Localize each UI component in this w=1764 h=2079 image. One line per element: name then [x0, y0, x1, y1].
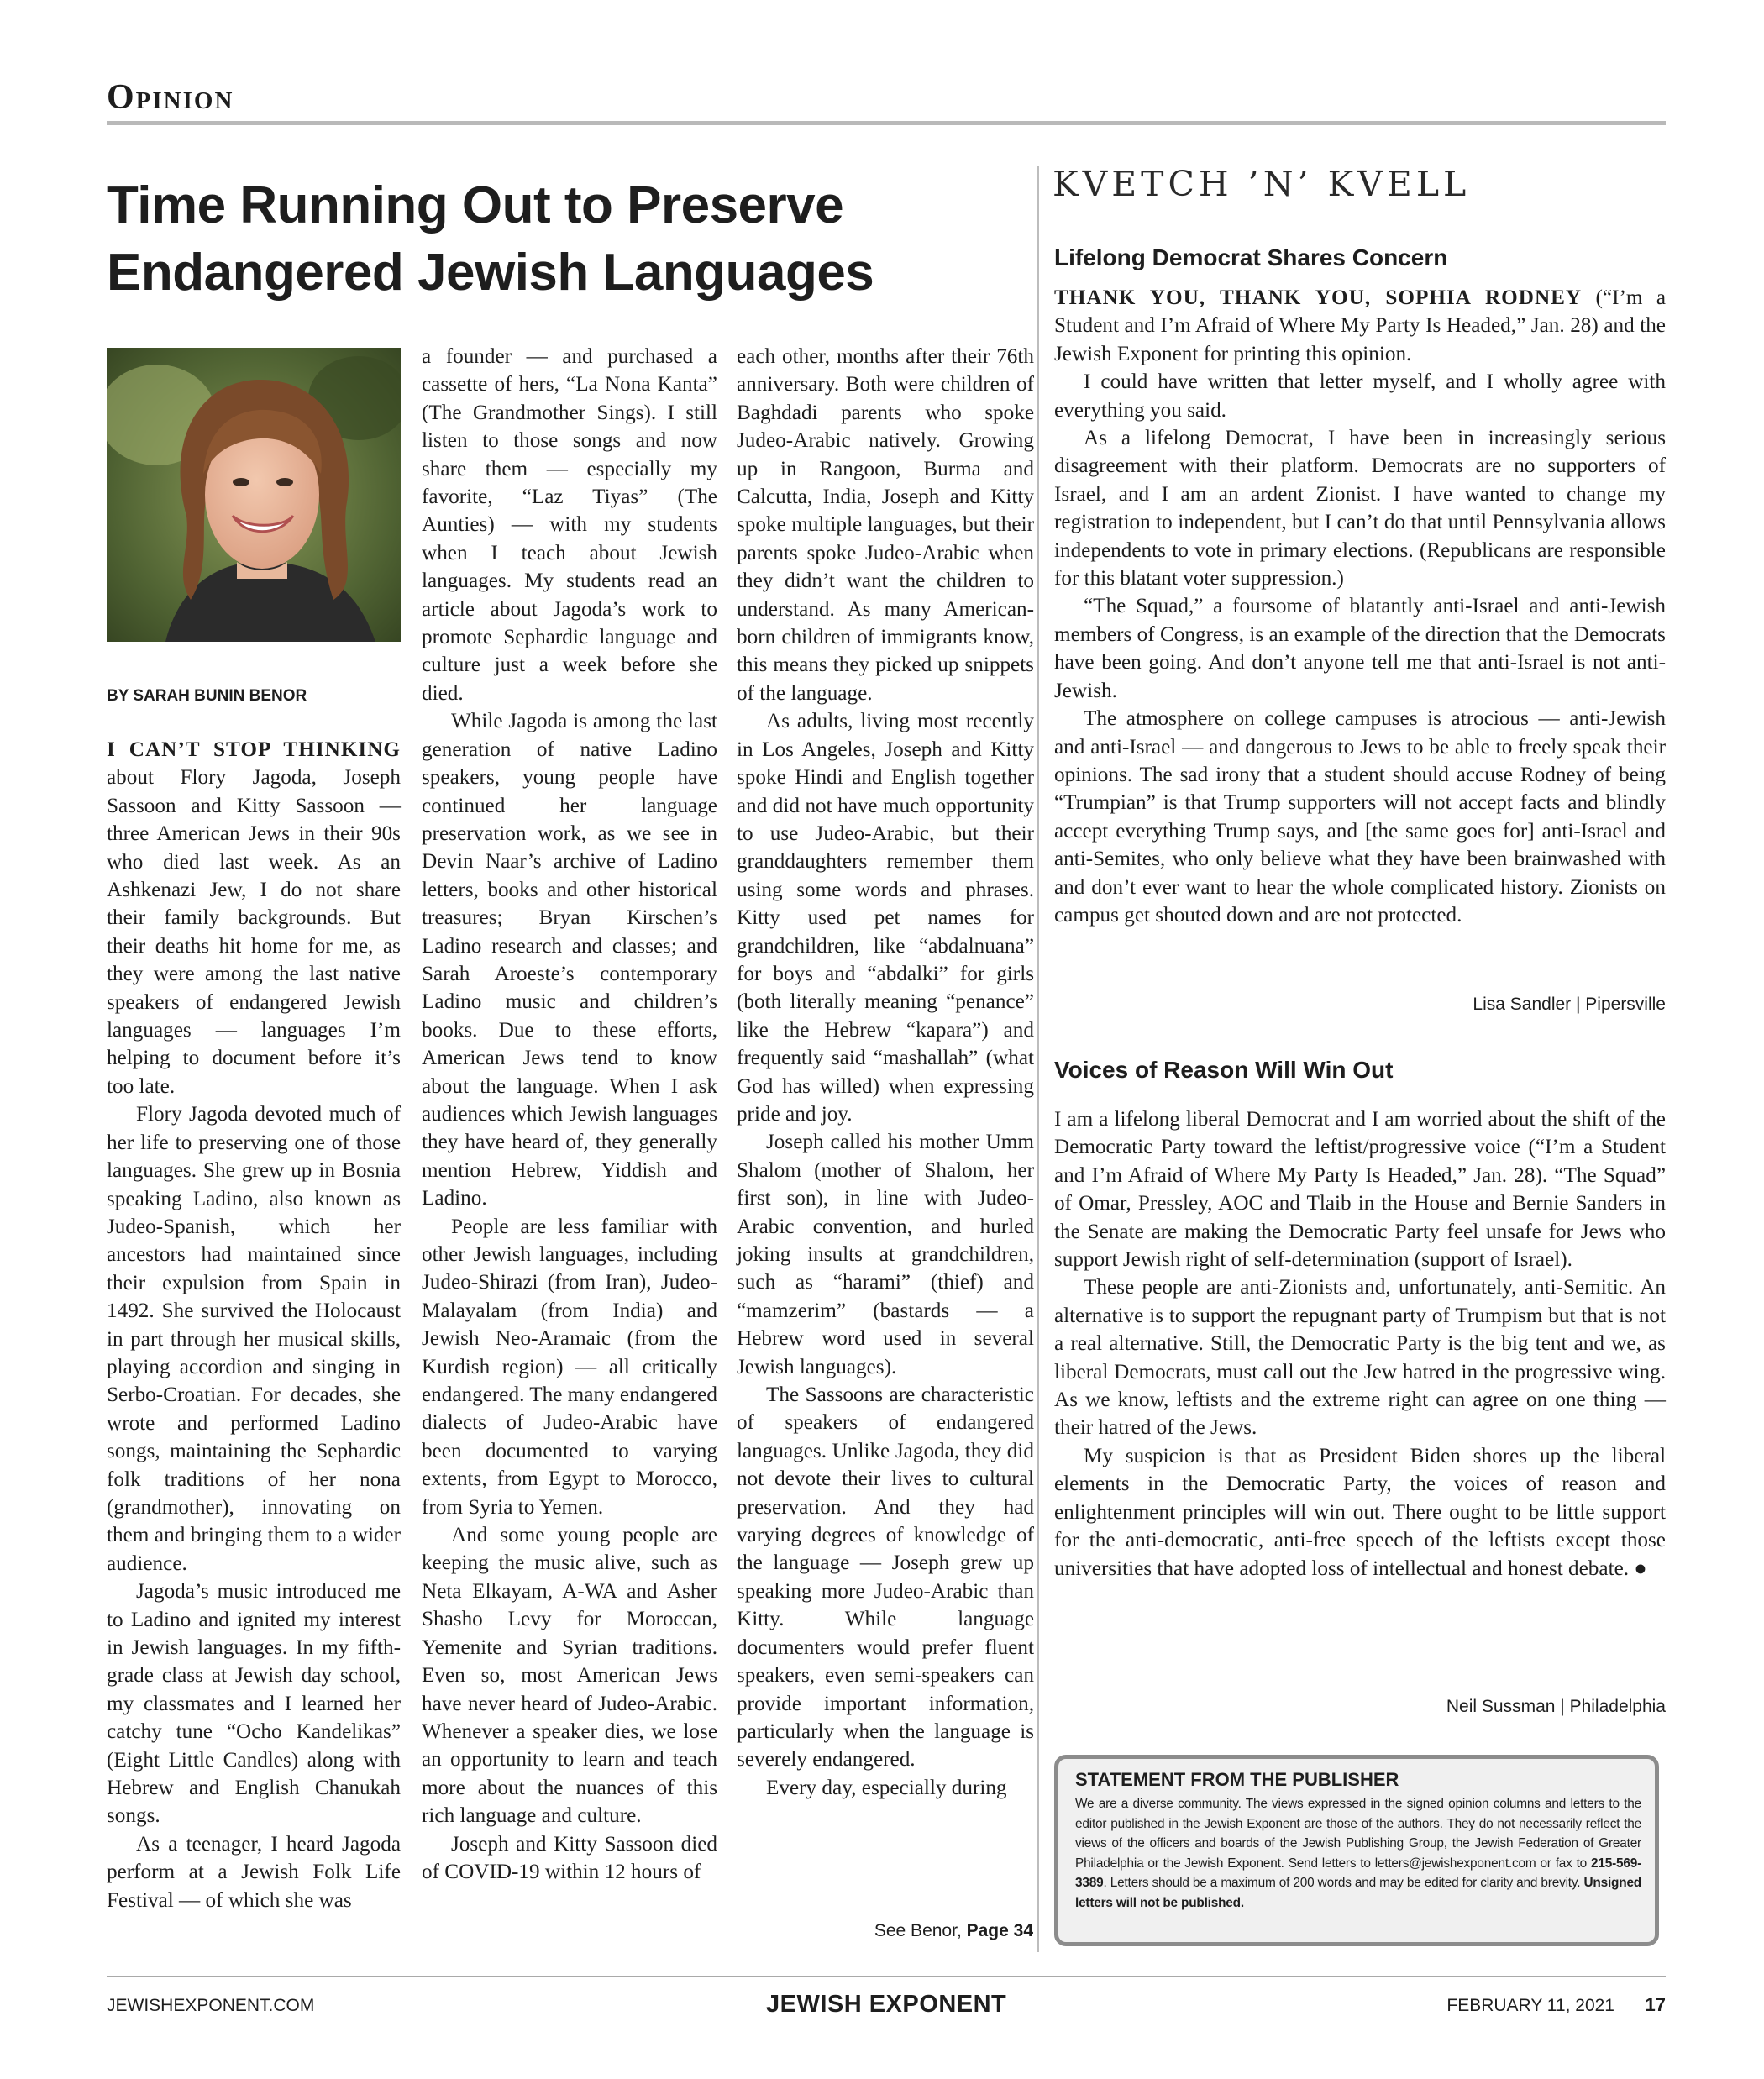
article-paragraph: The Sassoons are characteristic of speakers of endangered languages. Unlike Jagoda, they did not devote their lives to cultural preservation. And they had varying degrees of knowledge of the language — Joseph grew up speaking more Judeo-Arabic than Kitty. While language documenters would prefer fluent speakers, even semi-speakers can provide important information, particularly when the language is severely endangered.: [737, 1383, 1034, 1772]
letter-body-2: [1054, 1105, 1666, 1583]
article-paragraph: Joseph and Kitty Sassoon died of COVID-19 within 12 hours of: [422, 1832, 717, 1883]
letters-email-link[interactable]: letters@jewishexponent.com: [1374, 1856, 1536, 1871]
footer-publication-name: JEWISH EXPONENT: [766, 1991, 1007, 2018]
publisher-statement-title: STATEMENT FROM THE PUBLISHER: [1075, 1769, 1399, 1790]
article-paragraph: Every day, especially during: [766, 1776, 1007, 1799]
letter-paragraph: As a lifelong Democrat, I have been in increasingly serious disagreement with their platform. Democrats are no supporters of Israel, and I am an ardent Zionist. I have wanted to change my registration to independent, but I can’t do that until Pennsylvania allows independents to vote in primary elections. (Republicans are responsible for this blatant voter suppression.): [1054, 427, 1666, 591]
author-photo: [107, 348, 401, 642]
publisher-statement-text: We are a diverse community. The views expressed in the signed opinion columns and letters to the editor published in the Jewish Exponent are those of the authors. They do not necessarily reflect the views of the officers and boards of the Jewish Publishing Group, the Jewish Federation of Greater Philadelphia or the Jewish Exponent. Send letters to letters@jewishexponent.com or fax to 215-569-3389. Letters should be a maximum of 200 words and may be edited for clarity and brevity. Unsigned letters will not be published.: [1075, 1797, 1641, 1910]
article-column-1: [107, 736, 401, 1914]
article-paragraph: As adults, living most recently in Los Angeles, Joseph and Kitty spoke Hindi and English together and did not have much opportunity to use Judeo-Arabic, but their granddaughters remember them using some words and phrases. Kitty used pet names for grandchildren, like “abdalnuana” for boys and “abdalki” for girls (both literally meaning “penance” like the Hebrew “kapara”) and frequently said “mashallah” (what God has willed) when expressing pride and joy.: [737, 710, 1034, 1126]
article-lead-in: I CAN’T STOP THINKING: [107, 738, 401, 761]
letter-paragraph: These people are anti-Zionists and, unfortunately, anti-Semitic. An alternative is to support the repugnant party of Trumpism but that is not a real alternative. Still, the Democratic Party is the big tent and we, as liberal Democrats, must call out the Jew hatred in the progressive wing. As we know, leftists and the extreme right can agree on one thing — their hatred of the Jews.: [1054, 1276, 1666, 1440]
unsigned-letters-notice: Unsigned letters will not be published.: [1075, 1876, 1641, 1910]
letter-signature-2: Neil Sussman | Philadelphia: [1446, 1697, 1666, 1716]
article-paragraph: While Jagoda is among the last generation of native Ladino speakers, young people have continued her language preservation work, as we see in Devin Naar’s archive of Ladino letters, books and other historical treasures; Bryan Kirschen’s Ladino research and classes; and Sarah Aroeste’s contemporary Ladino music and children’s books. Due to these efforts, American Jews tend to know about the language. When I ask audiences which Jewish languages they have heard of, they generally mention Hebrew, Yiddish and Ladino.: [422, 710, 717, 1210]
letter-heading-1: Lifelong Democrat Shares Concern: [1054, 244, 1448, 270]
article-paragraph: I CAN’T STOP THINKING about Flory Jagoda, Joseph Sassoon and Kitty Sassoon — three American Jews in their 90s who died last week. As an Ashkenazi Jew, I do not share their family backgrounds. But their deaths hit home for me, as they were among the last native speakers of endangered Jewish languages — languages I’m helping to document before it’s too late.: [107, 738, 401, 1098]
article-paragraph: each other, months after their 76th anniversary. Both were children of Baghdadi parents who spoke Judeo-Arabic natively. Growing up in Rangoon, Burma and Calcutta, India, Joseph and Kitty spoke multiple languages, but their parents spoke Judeo-Arabic when they didn’t want the children to understand. As many American-born children of immigrants know, this means they picked up snippets of the language.: [737, 345, 1034, 705]
article-paragraph: Joseph called his mother Umm Shalom (mother of Shalom, her first son), in line with Judeo-Arabic convention, and hurled joking insults at grandchildren, such as “harami” (thief) and “mamzerim” (bastards — a Hebrew word used in several Jewish languages).: [737, 1131, 1034, 1378]
jump-page[interactable]: Page 34: [966, 1921, 1033, 1940]
article-paragraph: a founder — and purchased a cassette of hers, “La Nona Kanta” (The Grandmother Sings). I still listen to those songs and now share them — especially my favorite, “Laz Tiyas” (The Aunties) — with my students when I teach about Jewish languages. My students read an article about Jagoda’s work to promote Sephardic language and culture just a week before she died.: [422, 345, 717, 705]
letter-paragraph: “The Squad,” a foursome of blatantly anti-Israel and anti-Jewish members of Congress, is an example of the direction that the Democrats have been going. And don’t anyone tell me that anti-Israel is not anti-Jewish.: [1054, 595, 1666, 702]
continuation-jump[interactable]: See Benor, Page 34: [874, 1921, 1033, 1940]
article-paragraph: As a teenager, I heard Jagoda perform at a Jewish Folk Life Festival — of which she was: [107, 1832, 401, 1912]
letter-paragraph: The atmosphere on college campuses is atrocious — anti-Jewish and anti-Israel — and dangerous to Jews to be able to freely speak their opinions. The sad irony that a student should accuse Rodney of being “Trumpian” is that Trump supporters will not accept facts and blindly accept everything Trump says, and [the same goes for] anti-Israel and anti-Semites, who only believe what they have been brainwashed with and don’t ever want to hear the whole complicated history. Zionists on campus get shouted down and are not protected.: [1054, 707, 1666, 927]
top-rule: [107, 121, 1666, 125]
letter-heading-2: Voices of Reason Will Win Out: [1054, 1057, 1394, 1083]
letters-column-title: KVETCH ’N’ KVELL: [1053, 164, 1471, 204]
footer-website-link[interactable]: JEWISHEXPONENT.COM: [107, 1996, 315, 2015]
letter-paragraph: THANK YOU, THANK YOU, SOPHIA RODNEY (“I’m a Student and I’m Afraid of Where My Party Is Headed,” Jan. 28) and the Jewish Exponent for printing this opinion.: [1054, 286, 1666, 365]
footer-date: FEBRUARY 11, 2021: [1446, 1996, 1614, 2015]
publisher-statement-box: [1054, 1755, 1659, 1946]
letter-body-1: [1054, 284, 1666, 929]
letter-paragraph: I am a lifelong liberal Democrat and I am worried about the shift of the Democratic Party toward the leftist/progressive voice (“I’m a Student and I’m Afraid of Where My Party Is Headed,” Jan. 28). “The Squad” of Omar, Pressley, AOC and Tlaib in the House and Bernie Sanders in the Senate are making the Democratic Party feel unsafe for Jews who support Jewish right of self-determination (support of Israel).: [1054, 1108, 1666, 1272]
byline: BY SARAH BUNIN BENOR: [107, 687, 307, 705]
article-headline: [107, 172, 947, 307]
headline-line-2: Endangered Jewish Languages: [107, 244, 874, 302]
letter-paragraph: I could have written that letter myself, and I wholly agree with everything you said.: [1054, 370, 1666, 422]
letter-signature-1: Lisa Sandler | Pipersville: [1473, 995, 1666, 1014]
bottom-rule: [107, 1976, 1666, 1977]
column-divider: [1037, 166, 1039, 1952]
article-paragraph: People are less familiar with other Jewish languages, including Judeo-Shirazi (from Iran), Judeo-Malayalam (from India) and Jewish Neo-Aramaic (from the Kurdish region) — all critically endangered. The many endangered dialects of Judeo-Arabic have been documented to varying extents, from Egypt to Morocco, from Syria to Yemen.: [422, 1215, 717, 1519]
article-paragraph: And some young people are keeping the music alive, such as Neta Elkayam, A-WA and Asher Shasho Levy for Moroccan, Yemenite and Syrian traditions. Even so, most American Jews have never heard of Judeo-Arabic. Whenever a speaker dies, we lose an opportunity to learn and teach more about the nuances of this rich language and culture.: [422, 1524, 717, 1828]
headline-line-1: Time Running Out to Preserve: [107, 176, 844, 234]
section-label: Opinion: [107, 78, 234, 117]
article-column-2: [422, 343, 717, 1886]
letter-paragraph: My suspicion is that as President Biden shores up the liberal elements in the Democratic Party, the voices of reason and enlightenment principles will win out. There ought to be little support for the anti-democratic, anti-free speech of the leftists except those universities that have adopted loss of intellectual and honest debate. ●: [1054, 1444, 1666, 1580]
letter-lead-in: THANK YOU, THANK YOU, SOPHIA RODNEY: [1054, 286, 1583, 309]
fax-number: 215-569-3389: [1075, 1856, 1641, 1890]
article-paragraph: Jagoda’s music introduced me to Ladino and ignited my interest in Jewish languages. In my fifth-grade class at Jewish day school, my classmates and I learned her catchy tune “Ocho Kandelikas” (Eight Little Candles) along with Hebrew and English Chanukah songs.: [107, 1580, 401, 1828]
article-column-3: [737, 343, 1034, 1802]
article-paragraph: Flory Jagoda devoted much of her life to preserving one of those languages. She grew up in Bosnia speaking Ladino, also known as Judeo-Spanish, which her ancestors had maintained since their expulsion from Spain in 1492. She survived the Holocaust in part through her musical skills, playing accordion and singing in Serbo-Croatian. For decades, she wrote and performed Ladino songs, maintaining the Sephardic folk traditions of her nona (grandmother), innovating on them and bringing them to a wider audience.: [107, 1103, 401, 1575]
footer-page-number: 17: [1645, 1994, 1666, 2015]
